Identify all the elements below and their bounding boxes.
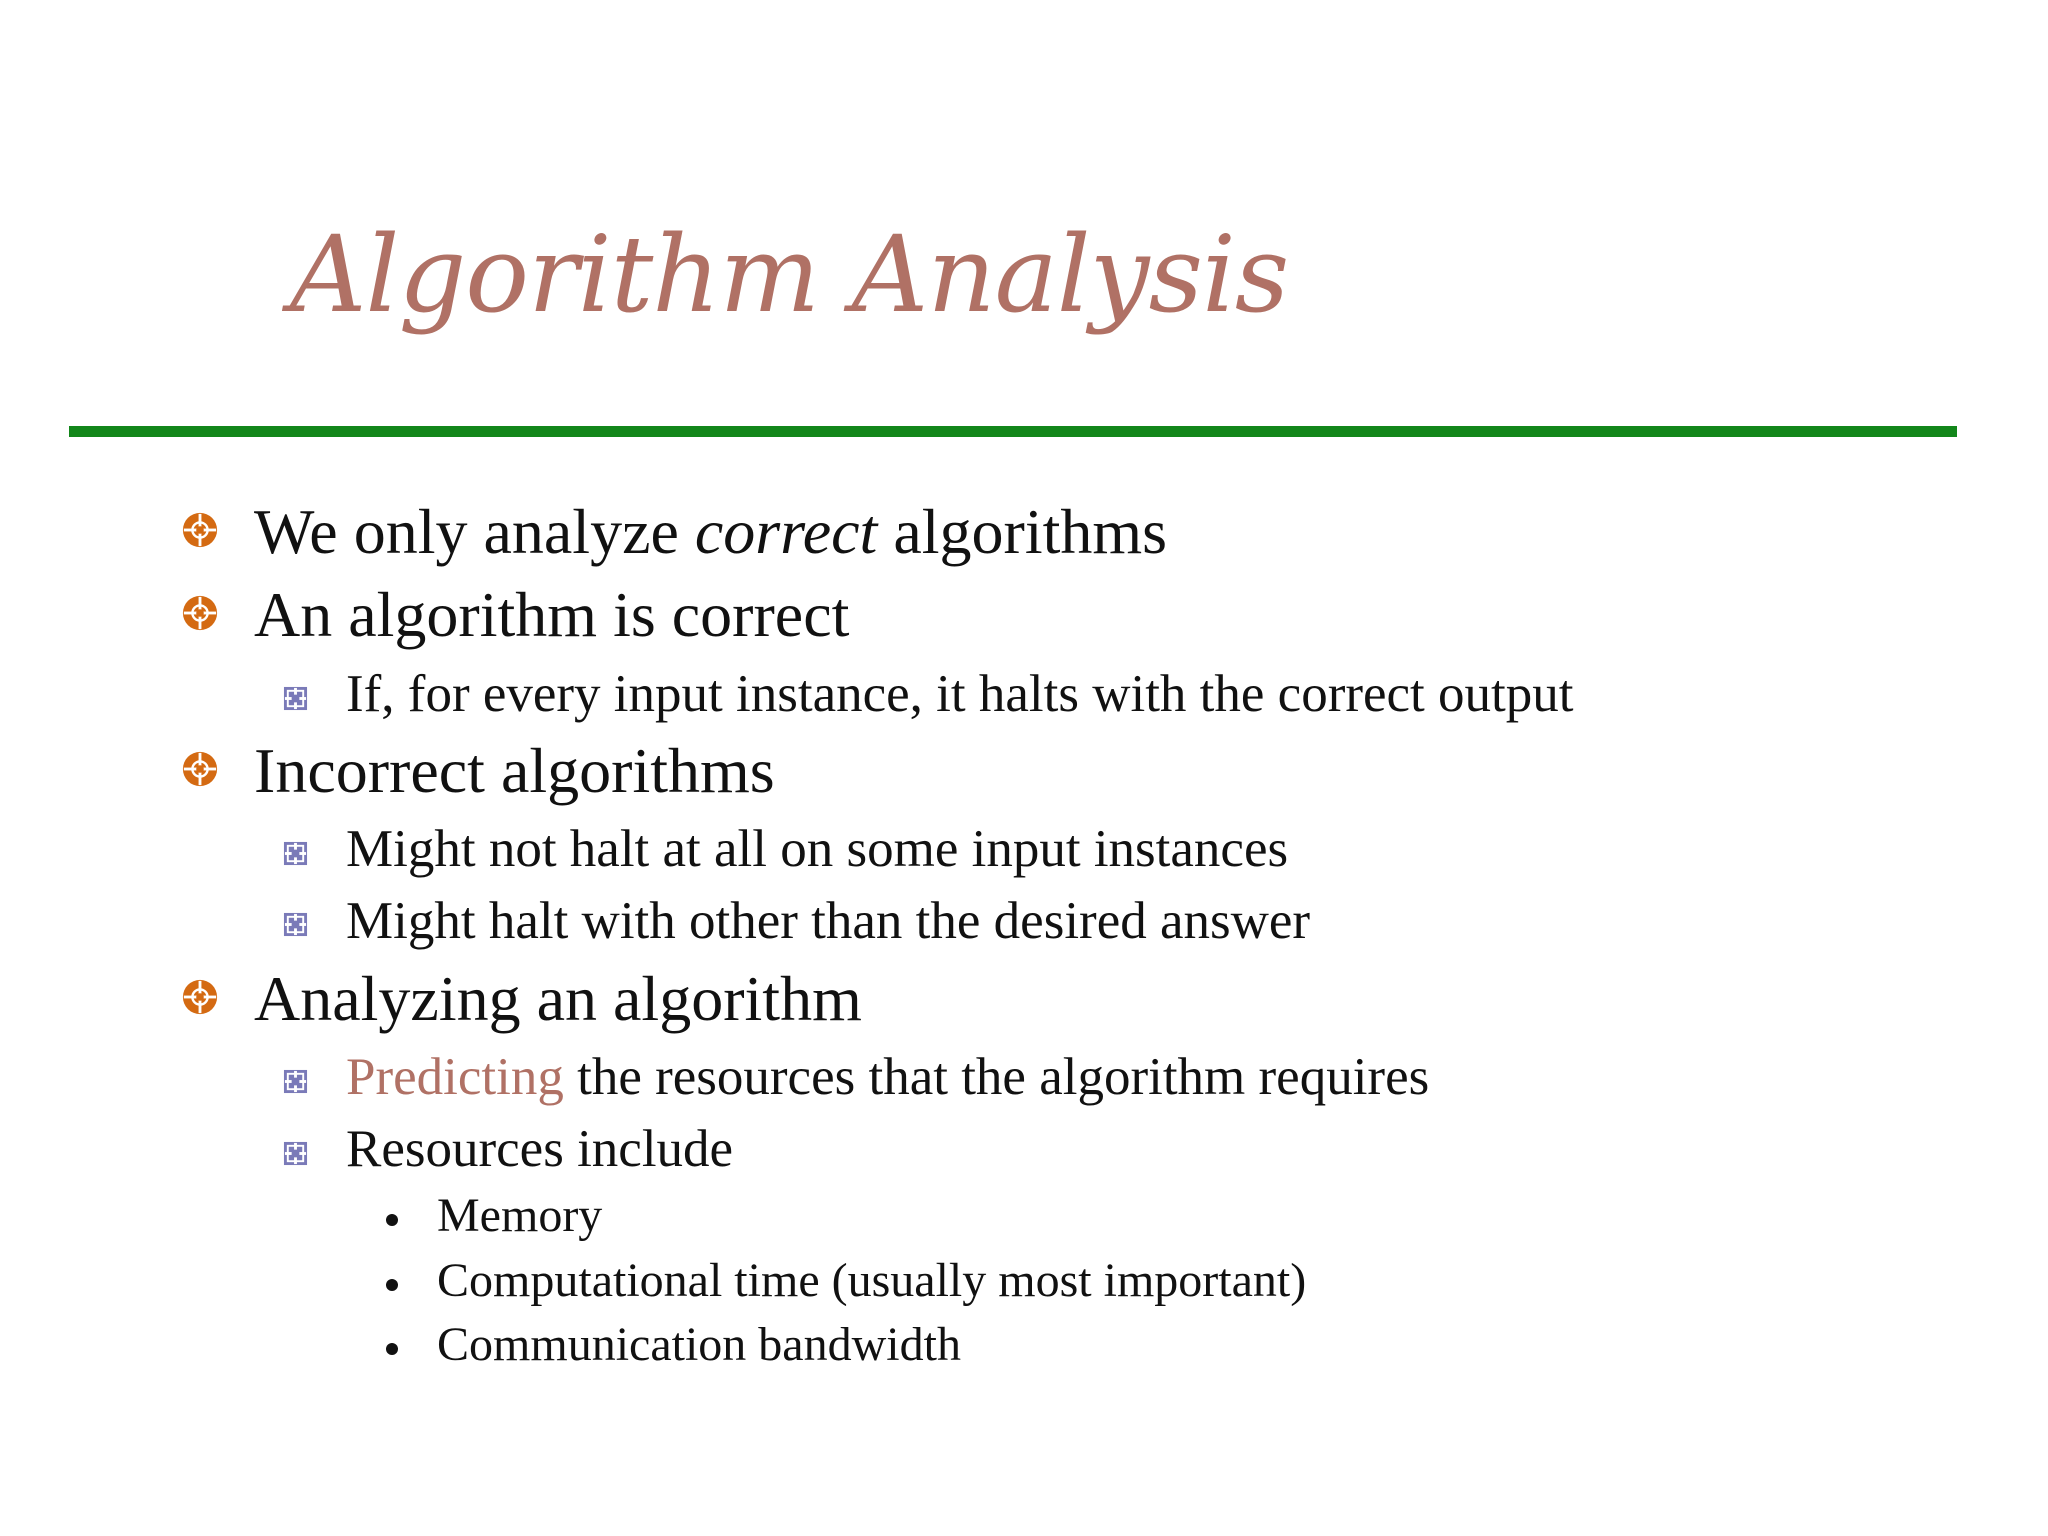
highlighted-word: Predicting (346, 1048, 564, 1106)
bullet-text: Incorrect algorithms (254, 735, 775, 806)
slide-title: Algorithm Analysis (290, 213, 1289, 336)
orange-target-bullet-icon (181, 750, 219, 788)
purple-square-bullet-icon (283, 912, 308, 937)
sub-bullet-text-part: the resources that the algorithm requires (563, 1048, 1430, 1106)
sub-bullet-text (346, 1048, 1430, 1106)
sub-sub-bullet-text: Memory (437, 1189, 603, 1242)
purple-square-bullet-icon (283, 1069, 308, 1094)
orange-target-bullet-icon (181, 978, 219, 1016)
sub-bullet-text: If, for every input instance, it halts with the correct output (346, 665, 1574, 723)
sub-sub-bullet-text: Communication bandwidth (437, 1318, 961, 1371)
orange-target-bullet-icon (181, 511, 219, 549)
purple-square-bullet-icon (283, 1141, 308, 1166)
sub-bullet-text: Might halt with other than the desired answer (346, 892, 1311, 950)
purple-square-bullet-icon (283, 686, 308, 711)
bullet-text: An algorithm is correct (254, 579, 850, 650)
sub-bullet-text: Resources include (346, 1120, 734, 1178)
bullet-text-part: algorithms (877, 496, 1168, 567)
bullet-text (254, 496, 1168, 567)
bullet-text: Analyzing an algorithm (254, 963, 862, 1034)
sub-bullet-text: Might not halt at all on some input instances (346, 820, 1289, 878)
dot-bullet (386, 1343, 398, 1355)
dot-bullet (386, 1279, 398, 1291)
dot-bullet (386, 1214, 398, 1226)
orange-target-bullet-icon (181, 594, 219, 632)
bullet-text-part: We only analyze (254, 496, 695, 567)
sub-sub-bullet-text: Computational time (usually most important) (437, 1254, 1307, 1307)
purple-square-bullet-icon (283, 841, 308, 866)
emphasized-word: correct (694, 496, 878, 567)
